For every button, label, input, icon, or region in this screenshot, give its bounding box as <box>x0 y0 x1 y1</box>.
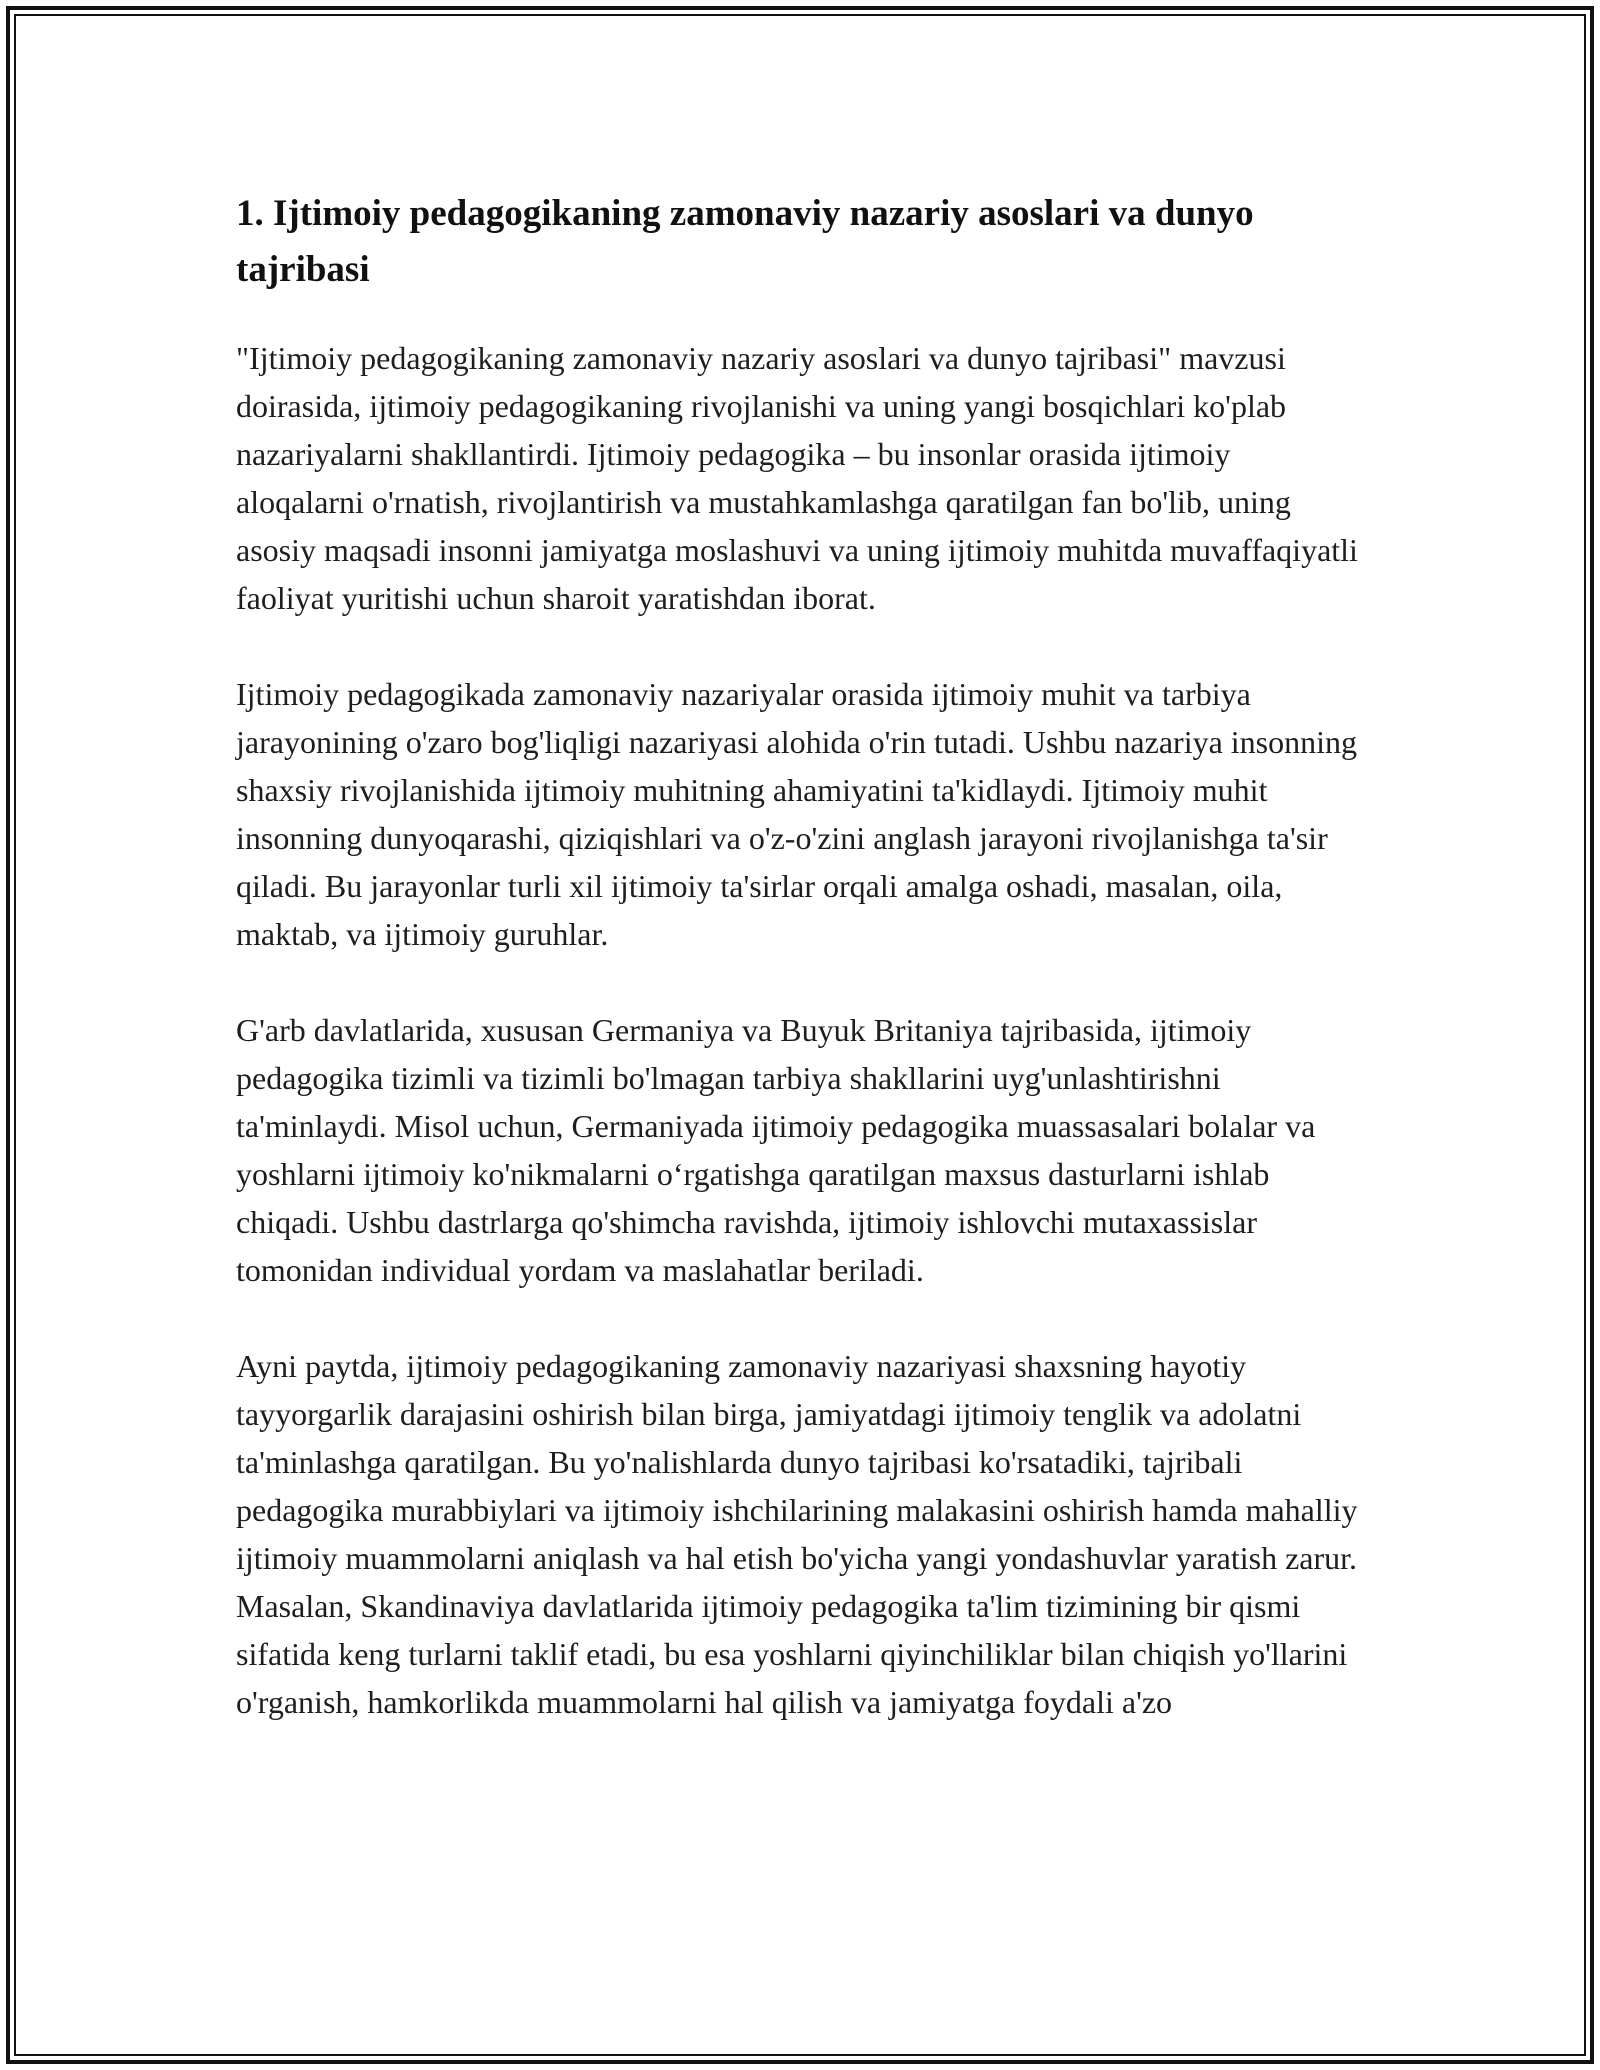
paragraph-1: "Ijtimoiy pedagogikaning zamonaviy nazariy asoslari va dunyo tajribasi" mavzusi doirasida, ijtimoiy pedagogikaning rivojlanishi va uning yangi bosqichlari ko'plab nazariyalarni shakllantirdi. Ijtimoiy pedagogika – bu insonlar orasida ijtimoiy aloqalarni o'rnatish, rivojlantirish va mustahkamlashga qaratilgan fan bo'lib, uning asosiy maqsadi insonni jamiyatga moslashuvi va uning ijtimoiy muhitda muvaffaqiyatli faoliyat yuritishi uchun sharoit yaratishdan iborat. <box>236 340 1358 616</box>
document-body <box>236 186 1366 1774</box>
section-heading: 1. Ijtimoiy pedagogikaning zamonaviy nazariy asoslari va dunyo tajribasi <box>236 193 1254 290</box>
paragraph-3: G'arb davlatlarida, xususan Germaniya va Buyuk Britaniya tajribasida, ijtimoiy pedagogika tizimli va tizimli bo'lmagan tarbiya shakllarini uyg'unlashtirishni ta'minlaydi. Misol uchun, Germaniyada ijtimoiy pedagogika muassasalari bolalar va yoshlarni ijtimoiy ko'nikmalarni o‘rgatishga qaratilgan maxsus dasturlarni ishlab chiqadi. Ushbu dastrlarga qo'shimcha ravishda, ijtimoiy ishlovchi mutaxassislar tomonidan individual yordam va maslahatlar beriladi. <box>236 1012 1316 1288</box>
paragraph-2: Ijtimoiy pedagogikada zamonaviy nazariyalar orasida ijtimoiy muhit va tarbiya jarayonining o'zaro bog'liqligi nazariyasi alohida o'rin tutadi. Ushbu nazariya insonning shaxsiy rivojlanishida ijtimoiy muhitning ahamiyatini ta'kidlaydi. Ijtimoiy muhit insonning dunyoqarashi, qiziqishlari va o'z-o'zini anglash jarayoni rivojlanishga ta'sir qiladi. Bu jarayonlar turli xil ijtimoiy ta'sirlar orqali amalga oshadi, masalan, oila, maktab, va ijtimoiy guruhlar. <box>236 676 1358 952</box>
paragraph-4: Ayni paytda, ijtimoiy pedagogikaning zamonaviy nazariyasi shaxsning hayotiy tayyorgarlik darajasini oshirish bilan birga, jamiyatdagi ijtimoiy tenglik va adolatni ta'minlashga qaratilgan. Bu yo'nalishlarda dunyo tajribasi ko'rsatadiki, tajribali pedagogika murabbiylari va ijtimoiy ishchilarining malakasini oshirish hamda mahalliy ijtimoiy muammolarni aniqlash va hal etish bo'yicha yangi yondashuvlar yaratish zarur. Masalan, Skandinaviya davlatlarida ijtimoiy pedagogika ta'lim tizimining bir qismi sifatida keng turlarni taklif etadi, bu esa yoshlarni qiyinchiliklar bilan chiqish yo'llarini o'rganish, hamkorlikda muammolarni hal qilish va jamiyatga foydali a'zo <box>236 1348 1358 1720</box>
